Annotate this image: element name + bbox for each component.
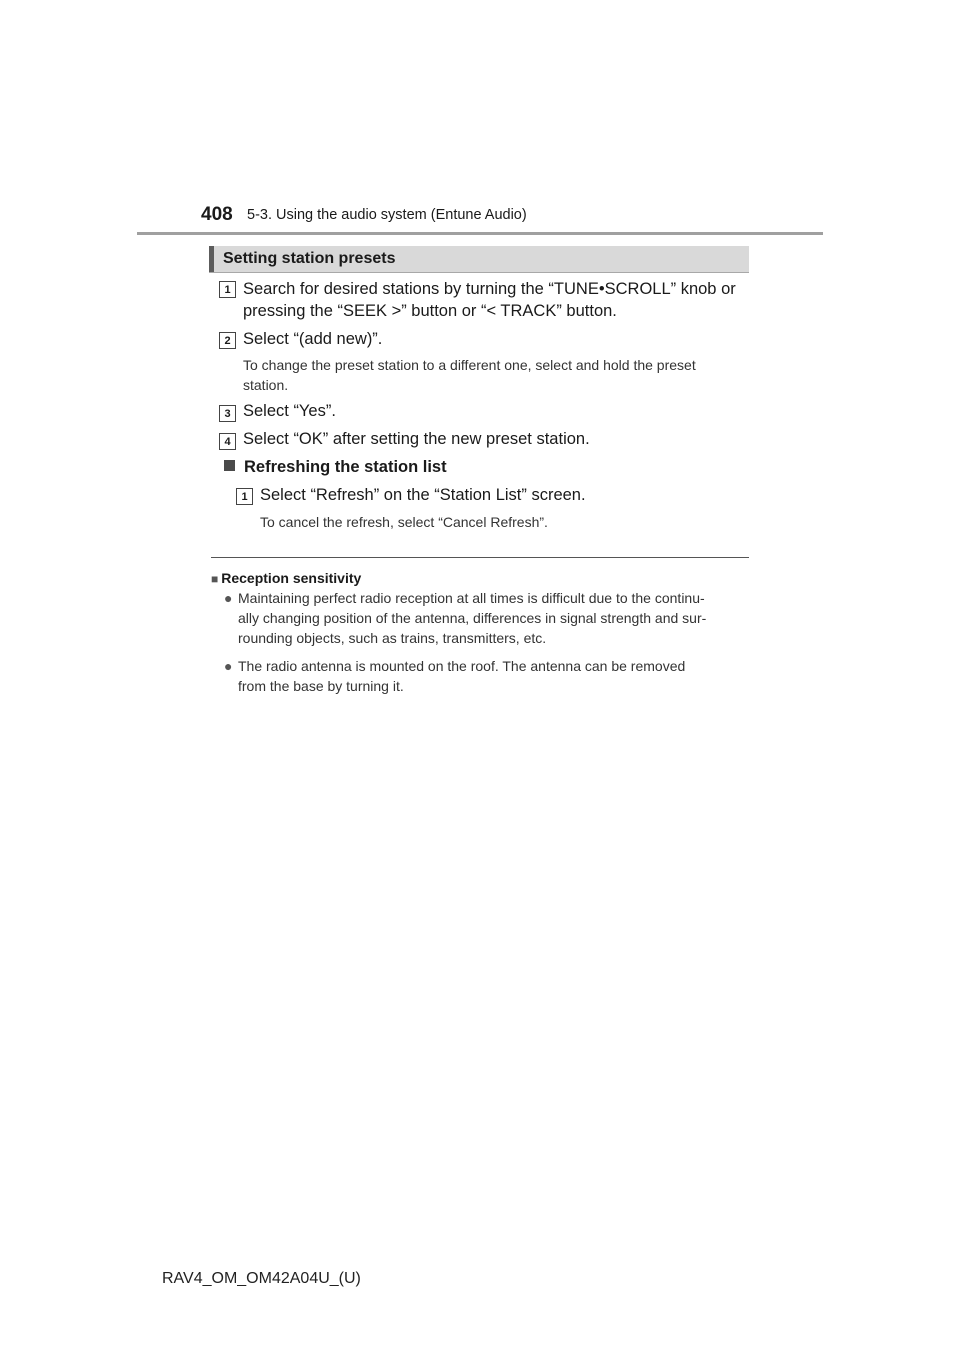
step-1-line-2: pressing the “SEEK >” button or “< TRACK” button. xyxy=(243,302,617,320)
section-divider xyxy=(211,557,749,558)
step-2-note-line-1: To change the preset station to a different one, select and hold the preset xyxy=(243,357,696,373)
reception-bullet-1-line-2: ally changing position of the antenna, differences in signal strength and sur- xyxy=(238,610,707,626)
refresh-heading-text: Refreshing the station list xyxy=(244,458,447,476)
refresh-heading xyxy=(224,458,447,477)
step-2-badge: 2 xyxy=(219,332,236,349)
step-4-text: Select “OK” after setting the new preset station. xyxy=(243,430,590,448)
reception-bullet-1-line-3: rounding objects, such as trains, transmitters, etc. xyxy=(238,630,547,646)
refresh-note: To cancel the refresh, select “Cancel Refresh”. xyxy=(260,514,548,530)
reception-bullet-1-line-1: Maintaining perfect radio reception at all times is difficult due to the continu- xyxy=(238,590,705,606)
heading-bar xyxy=(209,246,749,273)
page-number: 408 xyxy=(201,204,233,225)
step-2-note-line-2: station. xyxy=(243,377,289,393)
refresh-step-1-badge: 1 xyxy=(236,488,253,505)
step-4-badge: 4 xyxy=(219,433,236,450)
circle-bullet-icon: ● xyxy=(224,590,233,606)
circle-bullet-icon: ● xyxy=(224,658,233,674)
step-3-text: Select “Yes”. xyxy=(243,402,336,420)
reception-heading-text: Reception sensitivity xyxy=(221,570,362,586)
step-1-badge: 1 xyxy=(219,281,236,298)
reception-heading xyxy=(211,570,361,586)
refresh-step-1-text: Select “Refresh” on the “Station List” screen. xyxy=(260,486,586,504)
step-1-line-1: Search for desired stations by turning the “TUNE•SCROLL” knob or xyxy=(243,280,736,298)
header-rule xyxy=(137,232,823,235)
step-2-text: Select “(add new)”. xyxy=(243,330,383,348)
step-3-badge: 3 xyxy=(219,405,236,422)
square-bullet-icon xyxy=(224,460,235,471)
heading-text: Setting station presets xyxy=(223,250,396,267)
heading-accent xyxy=(209,246,214,272)
triangle-bullet-icon: ■ xyxy=(211,572,219,586)
doc-code-footer: RAV4_OM_OM42A04U_(U) xyxy=(162,1270,361,1287)
section-title: 5-3. Using the audio system (Entune Audio) xyxy=(247,207,527,223)
reception-bullet-2-line-1: The radio antenna is mounted on the roof. The antenna can be removed xyxy=(238,658,686,674)
reception-bullet-2-line-2: from the base by turning it. xyxy=(238,678,404,694)
